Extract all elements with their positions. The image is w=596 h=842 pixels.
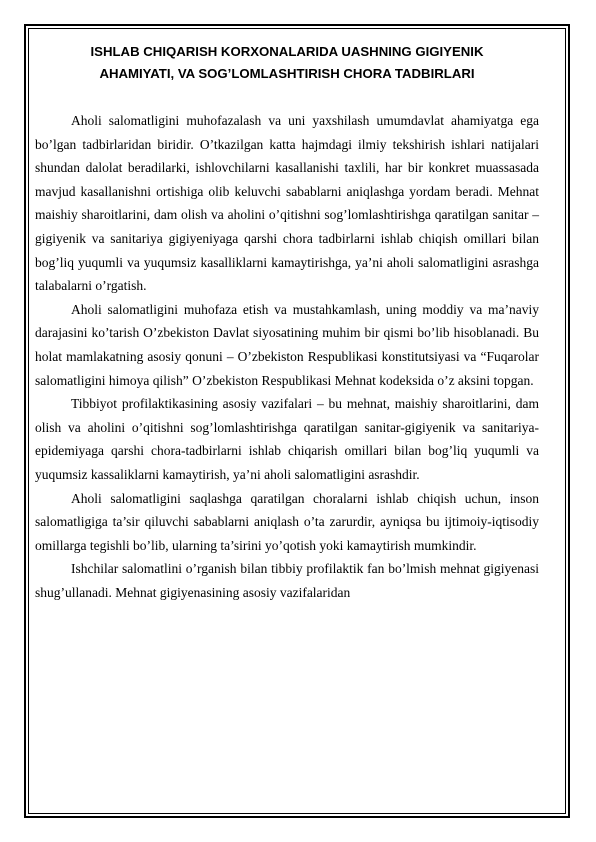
paragraph: Aholi salomatligini saqlashga qaratilgan choralarni ishlab chiqish uchun, inson salomatligiga ta’sir qiluvchi sabablarni aniqlash o’ta zarurdir, ayniqsa bu ijtimoiy-iqtisodiy omillarga tegishli bo’lib, ularning ta’sirini yo’qotish yoki kamaytirish mumkindir. — [35, 490, 539, 553]
paragraph: Aholi salomatligini muhofazalash va uni yaxshilash umumdavlat ahamiyatga ega bo’lgan tadbirlaridan biridir. O’tkazilgan katta hajmdagi ilmiy tekshirish ishlari natijalari shundan dalolat beradilarki, ishlovchilarni kasallanishi taxlili, har bir konkret muassasada mavjud kasallanishni ortishiga olib keluvchi sabablarni aniqlashga yordam beradi. Mehnat maishiy sharoitlarini, dam olish va aholini o’qitishni sog’lomlashtirishga qaratilgan sanitar – gigiyenik va sanitariya gigiyeniyaga qarshi chora tadbirlarni ishlab chiqish omillari bilan bog’liq yuqumli va yuqumsiz kasalliklarni kamaytirishga, ya’ni aholi salomatligini asrashga talabalarni o’rgatish. — [35, 113, 539, 294]
title-line-2: AHAMIYATI, VA SOG’LOMLASHTIRISH CHORA TADBIRLARI — [99, 66, 475, 81]
document-title — [35, 41, 539, 85]
paragraph: Tibbiyot profilaktikasining asosiy vazifalari – bu mehnat, maishiy sharoitlarini, dam olish va aholini o’qitishni sog’lomlashtirishga qaratilgan sanitar-gigiyenik va sanitariya-epidemiyaga qarshi chora-tadbirlarni ishlab chiqarish omillari bilan bog’liq yuqumli va yuqumsiz kassaliklarni kamaytirish, ya’ni aholi salomatligini asrashdir. — [35, 396, 539, 482]
paragraph: Aholi salomatligini muhofaza etish va mustahkamlash, uning moddiy va ma’naviy darajasini ko’tarish O’zbekiston Davlat siyosatining muhim bir qismi bo’lib hisoblanadi. Bu holat mamlakatning asosiy qonuni – O’zbekiston Respublikasi konstitutsiyasi va “Fuqarolar salomatligini himoya qilish” O’zbekiston Respublikasi Mehnat kodeksida o’z aksini topgan. — [35, 301, 539, 388]
paragraph: Ishchilar salomatlini o’rganish bilan tibbiy profilaktik fan bo’lmish mehnat gigiyenasi shug’ullanadi. Mehnat gigiyenasining asosiy vazifalaridan — [35, 561, 539, 600]
title-line-1: ISHLAB CHIQARISH KORXONALARIDA UASHNING GIGIYENIK — [90, 44, 484, 59]
page-border-inner — [28, 28, 566, 814]
document-body — [35, 41, 539, 604]
